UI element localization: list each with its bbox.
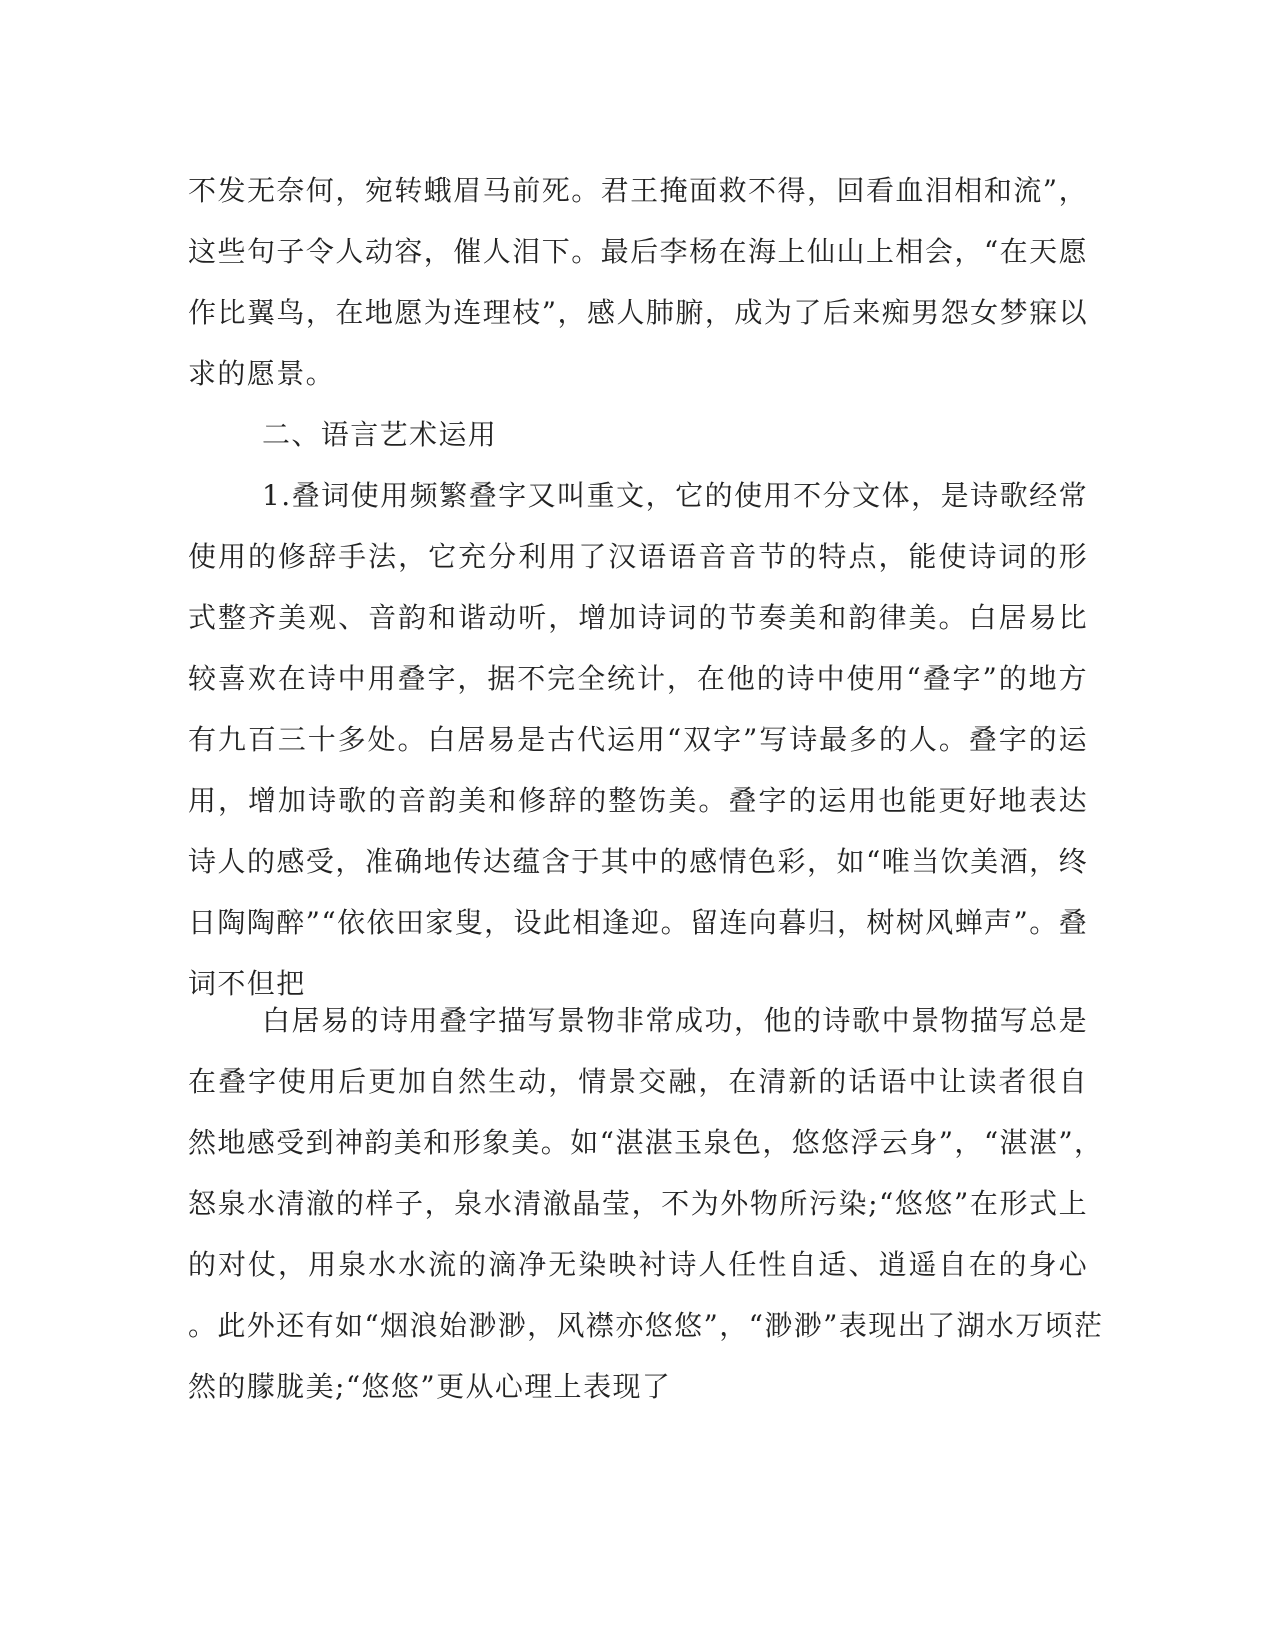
text-line: 词不但把 (188, 967, 306, 1000)
text-line: 有九百三十多处。白居易是古代运用“双字”写诗最多的人。叠字的运 (188, 723, 1088, 756)
text-line: 求的愿景。 (188, 357, 336, 390)
text-line: 怒泉水清澈的样子，泉水清澈晶莹，不为外物所污染;“悠悠”在形式上 (188, 1187, 1088, 1220)
paragraph-block-2 (188, 990, 1104, 1417)
text-line: 日陶陶醉”“依依田家叟，设此相逢迎。留连向暮归，树树风蝉声”。叠 (188, 906, 1088, 939)
text-line: 使用的修辞手法，它充分利用了汉语语音音节的特点，能使诗词的形 (188, 540, 1088, 573)
text-line: 白居易的诗用叠字描写景物非常成功，他的诗歌中景物描写总是 (262, 1004, 1088, 1037)
text-line: 然地感受到神韵美和形象美。如“湛湛玉泉色，悠悠浮云身”，“湛湛”， (188, 1126, 1104, 1159)
text-line: 在叠字使用后更加自然生动，情景交融，在清新的话语中让读者很自 (188, 1065, 1088, 1098)
text-line: 这些句子令人动容，催人泪下。最后李杨在海上仙山上相会，“在天愿 (188, 235, 1088, 268)
text-line: 。此外还有如“烟浪始渺渺，风襟亦悠悠”，“渺渺”表现出了湖水万顷茫 (188, 1309, 1104, 1342)
text-line: 作比翼鸟，在地愿为连理枝”，感人肺腑，成为了后来痴男怨女梦寐以 (188, 296, 1088, 329)
text-line: 不发无奈何，宛转蛾眉马前死。君王掩面救不得，回看血泪相和流”， (188, 174, 1088, 207)
text-line: 较喜欢在诗中用叠字，据不完全统计，在他的诗中使用“叠字”的地方 (188, 662, 1088, 695)
paragraph-block-1 (188, 160, 1088, 1014)
text-line: 1.叠词使用频繁叠字又叫重文，它的使用不分文体，是诗歌经常 (262, 479, 1088, 512)
text-line: 诗人的感受，准确地传达蕴含于其中的感情色彩，如“唯当饮美酒，终 (188, 845, 1088, 878)
text-line: 式整齐美观、音韵和谐动听，增加诗词的节奏美和韵律美。白居易比 (188, 601, 1088, 634)
text-line: 用，增加诗歌的音韵美和修辞的整饬美。叠字的运用也能更好地表达 (188, 784, 1088, 817)
text-line: 的对仗，用泉水水流的滴净无染映衬诗人任性自适、逍遥自在的身心 (188, 1248, 1088, 1281)
text-line: 然的朦胧美;“悠悠”更从心理上表现了 (188, 1370, 672, 1403)
section-heading: 二、语言艺术运用 (262, 418, 498, 451)
